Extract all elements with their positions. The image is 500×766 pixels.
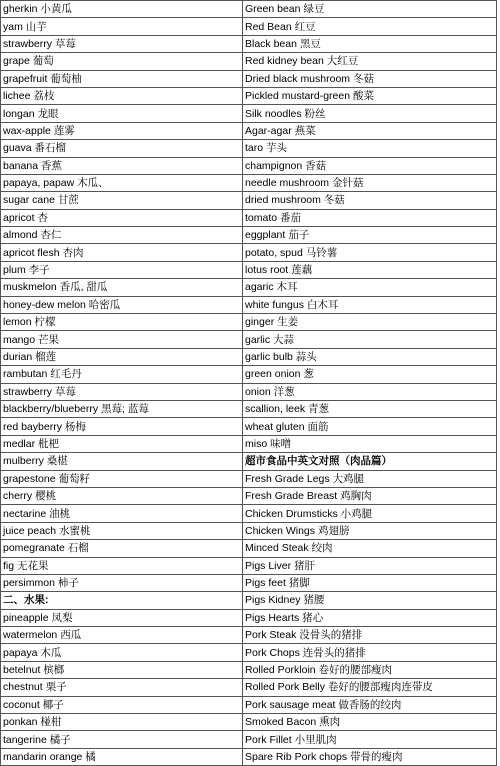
cell-left: juice peach 水蜜桃 <box>1 522 243 539</box>
table-row <box>1 435 497 452</box>
table-row <box>1 487 497 504</box>
cell-right: Pork sausage meat 做香肠的绞肉 <box>243 696 497 713</box>
table-row <box>1 470 497 487</box>
table-row <box>1 1 497 18</box>
cell-right: scallion, leek 青葱 <box>243 400 497 417</box>
cell-left: sugar cane 甘蔗 <box>1 192 243 209</box>
cell-left: pineapple 凤梨 <box>1 609 243 626</box>
cell-left: nectarine 油桃 <box>1 505 243 522</box>
cell-right: Pigs Kidney 猪腰 <box>243 592 497 609</box>
table-row <box>1 279 497 296</box>
table-row <box>1 522 497 539</box>
table-row <box>1 53 497 70</box>
cell-left: grape 葡萄 <box>1 53 243 70</box>
cell-right: Black bean 黑豆 <box>243 35 497 52</box>
cell-right: Pigs Liver 猪肝 <box>243 557 497 574</box>
cell-right: Chicken Wings 鸡翅膀 <box>243 522 497 539</box>
table-row <box>1 314 497 331</box>
cell-right: Rolled Pork Belly 卷好的腰部瘦肉连带皮 <box>243 679 497 696</box>
cell-left: chestnut 栗子 <box>1 679 243 696</box>
cell-left: mandarin orange 橘 <box>1 748 243 765</box>
cell-left: papaya, papaw 木瓜、 <box>1 174 243 191</box>
cell-right: Pork Fillet 小里肌肉 <box>243 731 497 748</box>
table-row <box>1 18 497 35</box>
cell-left: cherry 樱桃 <box>1 487 243 504</box>
cell-left: plum 李子 <box>1 261 243 278</box>
table-row <box>1 644 497 661</box>
cell-right: Silk noodles 粉丝 <box>243 105 497 122</box>
cell-left: honey-dew melon 哈密瓜 <box>1 296 243 313</box>
cell-left: lichee 荔枝 <box>1 87 243 104</box>
cell-right: garlic 大蒜 <box>243 331 497 348</box>
cell-left: grapestone 葡萄籽 <box>1 470 243 487</box>
cell-left: strawberry 草莓 <box>1 35 243 52</box>
cell-left: blackberry/blueberry 黑莓; 蓝莓 <box>1 400 243 417</box>
table-row <box>1 87 497 104</box>
cell-left: wax-apple 莲雾 <box>1 122 243 139</box>
cell-left: tangerine 橘子 <box>1 731 243 748</box>
table-row <box>1 331 497 348</box>
cell-left: banana 香蕉 <box>1 157 243 174</box>
table-row <box>1 105 497 122</box>
cell-right: miso 味噌 <box>243 435 497 452</box>
cell-left: gherkin 小黄瓜 <box>1 1 243 18</box>
cell-right: 超市食品中英文对照（肉品篇） <box>243 453 497 470</box>
cell-right: Pork Chops 连骨头的猪排 <box>243 644 497 661</box>
table-row <box>1 731 497 748</box>
cell-right: taro 芋头 <box>243 140 497 157</box>
table-row <box>1 748 497 765</box>
cell-left: betelnut 槟榔 <box>1 661 243 678</box>
cell-right: champignon 香菇 <box>243 157 497 174</box>
table-row <box>1 192 497 209</box>
cell-left: muskmelon 香瓜, 甜瓜 <box>1 279 243 296</box>
table-row <box>1 209 497 226</box>
table-row <box>1 453 497 470</box>
cell-left: almond 杏仁 <box>1 227 243 244</box>
cell-right: Smoked Bacon 熏肉 <box>243 714 497 731</box>
table-row <box>1 418 497 435</box>
cell-right: Agar-agar 燕菜 <box>243 122 497 139</box>
table-row <box>1 348 497 365</box>
table-row <box>1 574 497 591</box>
table-row <box>1 35 497 52</box>
cell-left: mango 芒果 <box>1 331 243 348</box>
cell-right: onion 洋葱 <box>243 383 497 400</box>
table-row <box>1 661 497 678</box>
table-row <box>1 609 497 626</box>
cell-right: lotus root 莲藕 <box>243 261 497 278</box>
cell-right: garlic bulb 蒜头 <box>243 348 497 365</box>
table-row <box>1 696 497 713</box>
table-row <box>1 296 497 313</box>
cell-left: grapefruit 葡萄柚 <box>1 70 243 87</box>
cell-right: eggplant 茄子 <box>243 227 497 244</box>
cell-left: medlar 枇杷 <box>1 435 243 452</box>
table-row <box>1 627 497 644</box>
cell-right: Spare Rib Pork chops 带骨的瘦肉 <box>243 748 497 765</box>
cell-right: Red Bean 红豆 <box>243 18 497 35</box>
table-row <box>1 714 497 731</box>
cell-right: dried mushroom 冬菇 <box>243 192 497 209</box>
table-row <box>1 122 497 139</box>
cell-left: guava 番石榴 <box>1 140 243 157</box>
cell-left: rambutan 红毛丹 <box>1 366 243 383</box>
cell-left: yam 山芋 <box>1 18 243 35</box>
cell-left: pomegranate 石榴 <box>1 540 243 557</box>
table-row <box>1 70 497 87</box>
cell-left: lemon 柠檬 <box>1 314 243 331</box>
cell-right: Pork Steak 没骨头的猪排 <box>243 627 497 644</box>
cell-right: Pickled mustard-green 酸菜 <box>243 87 497 104</box>
table-body <box>1 1 497 766</box>
cell-right: Fresh Grade Legs 大鸡腿 <box>243 470 497 487</box>
table-row <box>1 383 497 400</box>
cell-right: Minced Steak 绞肉 <box>243 540 497 557</box>
cell-right: Chicken Drumsticks 小鸡腿 <box>243 505 497 522</box>
cell-right: potato, spud 马铃薯 <box>243 244 497 261</box>
table-row <box>1 679 497 696</box>
cell-right: tomato 番茄 <box>243 209 497 226</box>
cell-right: Red kidney bean 大红豆 <box>243 53 497 70</box>
cell-left: fig 无花果 <box>1 557 243 574</box>
table-row <box>1 592 497 609</box>
cell-right: Green bean 绿豆 <box>243 1 497 18</box>
table-row <box>1 505 497 522</box>
cell-left: apricot flesh 杏肉 <box>1 244 243 261</box>
cell-right: Rolled Porkloin 卷好的腰部瘦肉 <box>243 661 497 678</box>
cell-right: agaric 木耳 <box>243 279 497 296</box>
cell-right: needle mushroom 金针菇 <box>243 174 497 191</box>
cell-right: green onion 葱 <box>243 366 497 383</box>
table-row <box>1 140 497 157</box>
cell-left: papaya 木瓜 <box>1 644 243 661</box>
cell-left: ponkan 椪柑 <box>1 714 243 731</box>
cell-left: watermelon 西瓜 <box>1 627 243 644</box>
table-row <box>1 400 497 417</box>
cell-left: durian 榴莲 <box>1 348 243 365</box>
table-row <box>1 261 497 278</box>
cell-left: persimmon 柿子 <box>1 574 243 591</box>
cell-left: mulberry 桑椹 <box>1 453 243 470</box>
cell-left: 二、水果: <box>1 592 243 609</box>
cell-left: coconut 椰子 <box>1 696 243 713</box>
cell-right: Dried black mushroom 冬菇 <box>243 70 497 87</box>
cell-left: strawberry 草莓 <box>1 383 243 400</box>
cell-right: ginger 生姜 <box>243 314 497 331</box>
table-row <box>1 557 497 574</box>
cell-right: Pigs Hearts 猪心 <box>243 609 497 626</box>
cell-left: red bayberry 杨梅 <box>1 418 243 435</box>
table-row <box>1 366 497 383</box>
table-row <box>1 227 497 244</box>
table-row <box>1 157 497 174</box>
cell-left: apricot 杏 <box>1 209 243 226</box>
cell-right: wheat gluten 面筋 <box>243 418 497 435</box>
table-row <box>1 540 497 557</box>
cell-left: longan 龙眼 <box>1 105 243 122</box>
table-row <box>1 174 497 191</box>
cell-right: Fresh Grade Breast 鸡胸肉 <box>243 487 497 504</box>
table-row <box>1 244 497 261</box>
cell-right: white fungus 白木耳 <box>243 296 497 313</box>
cell-right: Pigs feet 猪脚 <box>243 574 497 591</box>
